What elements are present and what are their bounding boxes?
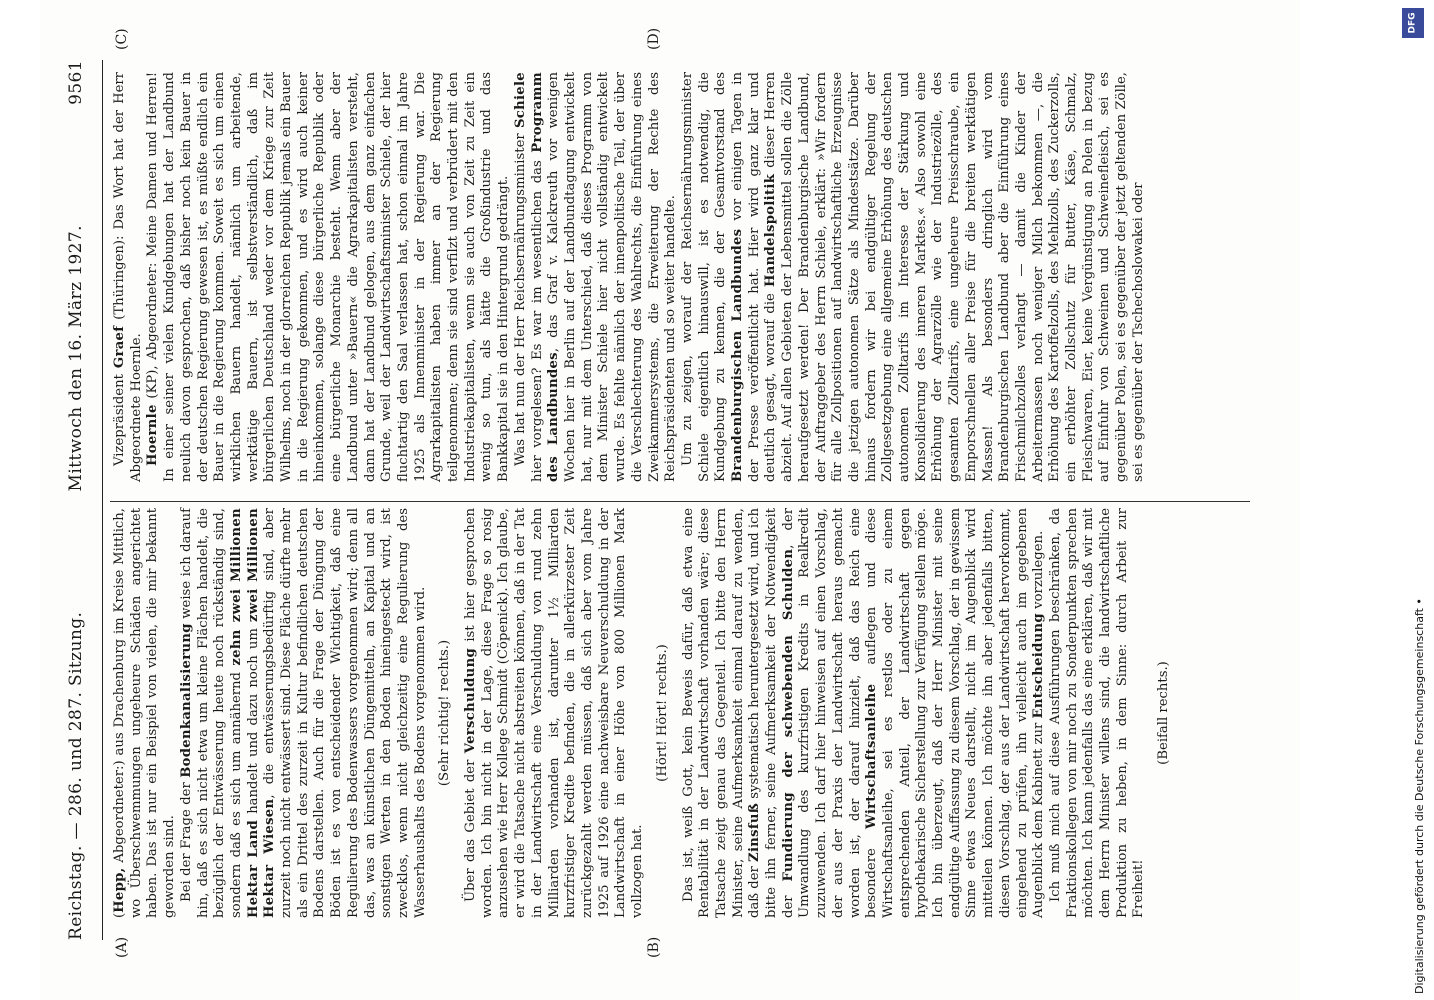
margin-letter-a: (A) bbox=[114, 936, 130, 958]
scanned-page bbox=[40, 0, 1300, 1000]
paragraph: Über das Gebiet der Verschuldung ist hier gesprochen worden. Ich bin nicht in der Lage, diese Frage so rosig anzusehen wie Herr Kollege Schmidt (Cöpenick). Ich glaube, er wird die Tatsache nicht abstreiten können, daß in der Tat in der Landwirtschaft eine Verschuldung von rund zehn Milliarden vorhanden ist, darunter 1½ Milliarden kurzfristiger Kredite befinden, die in allerkürzester Zeit zurückgezahlt werden müssen, daß sich aber vom Jahre 1925 auf 1926 eine nachweisbare Neuverschuldung in der Landwirtschaft in einer Höhe von 800 Millionen Mark vollzogen hat. bbox=[463, 508, 646, 918]
paragraph: Was hat nun der Herr Reichsernährungsminister Schiele hier vorgelesen? Es war im wesentlichen das Programm des Landbundes, das Graf v. Kalckreuth vor wenigen Wochen hier in Berlin auf der Landbundtagung entwickelt hat, nur mit dem Unterschied, daß dieses Programm von dem Minister Schiele hier nicht vollständig entwickelt wurde. Es fehlte nämlich der innenpolitische Teil, der über die Verschlechterung des Wahlrechts, die Einführung eines Zweikammersystems, die Erweiterung der Rechte des Reichspräsidenten und so weiter handelte. bbox=[512, 72, 679, 482]
interjection: (Beifall rechts.) bbox=[1156, 661, 1172, 765]
left-column bbox=[112, 508, 1182, 918]
page-header bbox=[68, 60, 98, 940]
interjection: (Hört! Hört! rechts.) bbox=[654, 644, 670, 782]
paragraph: Um zu zeigen, worauf der Reichsernährungsminister Schiele eigentlich hinauswill, ist es notwendig, die Kundgebung zu kennen, die der Gesamtvorstand des Brandenburgischen Landbundes vor einigen Tagen in der Presse veröffentlicht hat. Hier wird ganz klar und deutlich gesagt, worauf die Handelspolitik dieser Herren abzielt. Auf allen Gebieten der Lebensmittel sollen die Zölle heraufgesetzt werden! Der Brandenburgische Landbund, der Auftraggeber des Herrn Schiele, erklärt: »Wir fordern für alle Zollpositionen auf landwirtschaftliche Erzeugnisse die jetzigen autonomen Sätze als Mindestsätze. Darüber hinaus fordern wir bei endgültiger Regelung der Zollgesetzgebung eine allgemeine Erhöhung des deutschen autonomen Zolltarifs im Interesse der Stärkung und Konsolidierung des inneren Marktes.« Also sowohl eine Erhöhung der Agrarzölle wie der Industriezölle, des gesamten Zolltarifs, eine ungeheure Preisschraube, ein Emporschnellen aller Preise für die breiten werktätigen Massen! Als besonders dringlich wird vom Brandenburgischen Landbund aber die Einführung eines Frischmilchzolles verlangt — damit die Kinder der Arbeitermassen noch weniger Milch bekommen —, die Erhöhung des Kartoffelzolls, des Mehlzolls, des Zuckerzolls, ein erhöhter Zollschutz für Butter, Käse, Schmalz, Fleischwaren, Eier, keine Vergünstigung an Polen in bezug auf Einfuhr von Schweinen und Schweinefleisch, sei es gegenüber Polen, sei es gegenüber der jetzt geltenden Zölle, sei es gegenüber der Tschechoslowakei oder bbox=[679, 72, 1146, 482]
speaker-name: Hepp, bbox=[112, 867, 127, 913]
paragraph: Vizepräsident Graef (Thüringen): Das Wort hat der Herr Abgeordnete Hoernle. bbox=[112, 72, 144, 482]
interjection: (Sehr richtig! rechts.) bbox=[437, 639, 453, 787]
speaker-name: Hoernle bbox=[145, 404, 161, 466]
digitization-note bbox=[1393, 0, 1433, 1000]
dfg-logo: DFG bbox=[1402, 8, 1424, 38]
digitization-credit: Digitalisierung gefördert durch die Deutsche Forschungsgemeinschaft • bbox=[1413, 598, 1426, 994]
header-session: Reichstag. — 286. und 287. Sitzung. bbox=[66, 611, 86, 940]
right-column bbox=[112, 72, 1148, 482]
margin-letter-d: (D) bbox=[646, 27, 662, 50]
paragraph: Hoernle (KP), Abgeordneter: Meine Damen und Herren! In einer seiner vielen Kundgebungen hat der Landbund neulich davon gesprochen, daß bisher noch kein Bauer in der deutschen Regierung gewesen ist, es müßte endlich ein Bauer in die Regierung kommen. Soweit es sich um einen wirklichen Bauern handelt, nämlich um arbeitende, werktätige Bauern, ist selbstverständlich, daß im bürgerlichen Deutschland weder vor dem Kriege zur Zeit Wilhelms, noch in der glorreichen Republik jemals ein Bauer in die Regierung gekommen, und es wird auch keiner hineinkommen, solange diese bürgerliche Republik oder eine bürgerliche Monarchie besteht. Wenn aber der Landbund unter »Bauern« die Agrarkapitalisten versteht, dann hat der Landbund gelogen, aus dem ganz einfachen Grunde, weil der Landwirtschaftsminister Schiele, der hier fluchtartig den Saal verlassen hat, schon einmal im Jahre 1925 als Innenminister in der Regierung war. Die Agrarkapitalisten haben immer an der Regierung teilgenommen; denn sie sind verfilzt und verbrüdert mit den Industriekapitalisten, wenn sie auch von Zeit zu Zeit ein wenig so tun, als hätte die Großindustrie und das Bankkapital sie in den Hintergrund gedrängt. bbox=[145, 72, 512, 482]
margin-letter-b: (B) bbox=[646, 936, 662, 958]
header-date: Mittwoch den 16. März 1927. bbox=[66, 225, 86, 492]
paragraph: Bei der Frage der Bodenkanalisierung weise ich darauf hin, daß es sich nicht etwa um kleine Flächen handelt, die bezüglich der Entwässerung heute noch rückständig sind, sondern daß es sich um annähernd zehn zwei Millionen Hektar Land handelt und dazu noch um zwei Millionen Hektar Wiesen, die entwässerungsbedürftig sind, aber zurzeit noch nicht entwässert sind. Diese Fläche dürfte mehr als ein Drittel des zurzeit in Kultur befindlichen deutschen Bodens darstellen. Auch für die Frage der Düngung der Böden ist es von entscheidender Wichtigkeit, daß eine Regulierung des Bodenwassers vorgenommen wird; denn all das, was an künstlichen Düngemitteln, an Kapital und an sonstigen Werten in den Boden hineingesteckt wird, ist zwecklos, wenn nicht gleichzeitig eine Regulierung des Wasserhaushalts des Bodens vorgenommen wird. bbox=[178, 508, 428, 918]
column-divider bbox=[110, 501, 1250, 502]
paragraph: Ich muß mich auf diese Ausführungen beschränken, da Fraktionskollegen von mir noch zu Sonderpunkten sprechen möchten. Ich kann jedenfalls das eine erklären, daß wir mit dem Herrn Minister willens sind, die landwirtschaftliche Produktion zu heben, in dem Sinne: durch Arbeit zur Freiheit! bbox=[1047, 508, 1147, 918]
paragraph: (Hepp, Abgeordneter:) aus Drachenburg im Kreise Mittlich, wo Überschwemmungen ungeheure Schäden angerichtet haben. Das ist nur ein Beispiel von vielen, die mir bekannt geworden sind. bbox=[112, 508, 178, 918]
header-rule bbox=[102, 60, 103, 940]
header-page-number: 9561 bbox=[66, 60, 86, 105]
margin-letter-c: (C) bbox=[114, 28, 130, 50]
paragraph: Das ist, weiß Gott, kein Beweis dafür, daß etwa eine Rentabilität in der Landwirtschaft vorhanden wäre; diese Tatsache zeigt genau das Gegenteil. Ich bitte den Herrn Minister, seine Aufmerksamkeit einmal darauf zu wenden, daß der Zinsfuß systematisch heruntergesetzt wird, und ich bitte ihn ferner, seine Aufmerksamkeit der Notwendigkeit der Fundierung der schwebenden Schulden, der Umwandlung des kurzfristigen Kredits in Realkredit zuzuwenden. Ich darf hier hinweisen auf einen Vorschlag, der aus der Praxis der Landwirtschaft heraus gemacht worden ist, der darauf hinzielt, daß das Reich eine besondere Wirtschaftsanleihe auflegen und diese Wirtschaftsanleihe, sei es restlos oder zu einem entsprechenden Anteil, der Landwirtschaft gegen hypothekarische Sicherstellung zur Verfügung stellen möge. Ich bin überzeugt, daß der Herr Minister mit seine endgültige Auffassung zu diesem Vorschlag, der in gewissem Sinne etwas Neues darstellt, nicht im Augenblick wird mitteilen können. Ich möchte ihn aber jedenfalls bitten, diesen Vorschlag, der aus der Landwirtschaft hervorkommt, eingehend zu prüfen, ihn vielleicht auch im gegebenen Augenblick dem Kabinett zur Entscheidung vorzulegen. bbox=[680, 508, 1047, 918]
